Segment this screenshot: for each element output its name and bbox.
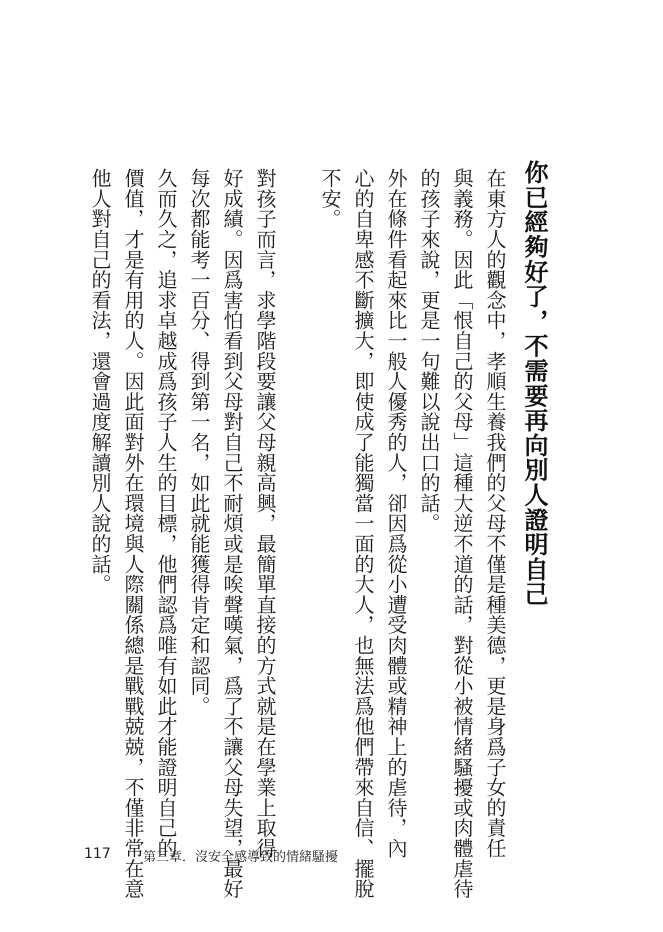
text-line-5: 心的自卑感不斷擴大，即使成了能獨當一面的大人，也無法爲他們帶來自信、擺脫: [351, 168, 375, 899]
text-line-4: 外在條件看起來比一般人優秀的人，卻因爲從小遭受肉體或精神上的虐待，內: [384, 168, 408, 859]
chapter-running-header: 第三章．沒安全感導致的情緒騷擾: [143, 850, 339, 865]
text-line-1: 在東方人的觀念中，孝順生養我們的父母不僅是種美德，更是身爲子女的責任: [483, 168, 507, 859]
text-line-9: 每次都能考一百分、得到第一名，如此就能獲得肯定和認同。: [187, 168, 211, 717]
section-title: 你已經夠好了，不需要再向別人證明自己: [520, 160, 548, 607]
page-number: 117: [84, 846, 111, 862]
text-line-7: 對孩子而言，求學階段要讓父母親高興，最簡單直接的方式就是在學業上取得: [253, 168, 277, 859]
text-line-6: 不安。: [318, 168, 342, 229]
text-line-10: 久而久之，追求卓越成爲孩子人生的目標，他們認爲唯有如此才能證明自己的: [154, 168, 178, 859]
text-line-12: 他人對自己的看法，還會過度解讀別人說的話。: [88, 168, 112, 595]
text-line-8: 好成績。因爲害怕看到父母對自己不耐煩或是唉聲嘆氣，爲了不讓父母失望，最好: [220, 168, 244, 899]
text-line-2: 與義務。因此「恨自己的父母」這種大逆不道的話，對從小被情緒騷擾或肉體虐待: [450, 168, 474, 899]
text-line-11: 價值，才是有用的人。因此面對外在環境與人際關係總是戰戰兢兢，不僅非常在意: [121, 168, 145, 899]
text-line-3: 的孩子來說，更是一句難以說出口的話。: [417, 168, 441, 534]
